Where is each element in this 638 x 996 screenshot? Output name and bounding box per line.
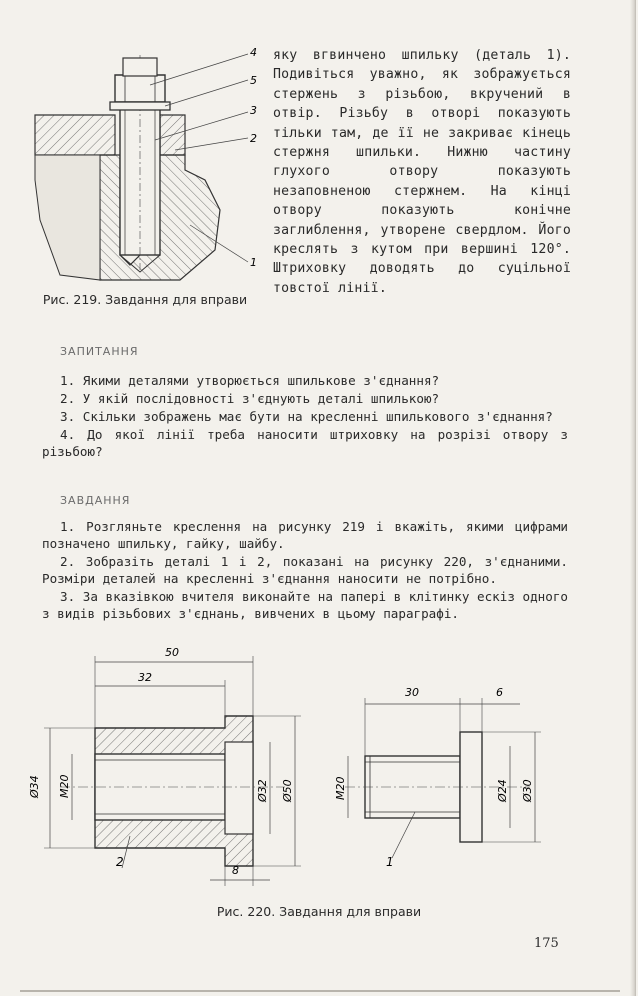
callout-1: 1 [250, 256, 257, 269]
figure-220-parts-drawing [20, 636, 580, 906]
question-item: 3. Скільки зображень має бути на кресленні шпилькового з'єднання? [60, 409, 553, 424]
question-item: 1. Якими деталями утворюється шпилькове з'єднання? [60, 373, 440, 388]
question-item: 2. У якій послідовності з'єднують деталі шпилькою? [60, 391, 440, 406]
dim-len-30: 30 [405, 686, 419, 699]
task-item: 2. Зобразіть деталі 1 і 2, показані на рисунку 220, з'єднаними. Розміри деталей на кресленні з'єднання наносити не потрібно. [42, 554, 568, 586]
paragraph-stud-description: яку вгвинчено шпильку (деталь 1). Подивіться уважно, як зображується стержень з різьбою, вкручений в отвір. Різьбу в отворі показують тільки там, де її не закриває кінець стержня шпильки. Нижню частину глухого отвору показують незаповненою стержнем. На кінці отвору показують конічне заглиблення, утворене свердлом. Його креслять з кутом при вершині 120°. Штриховку доводять до суцільної товстої лінії. [273, 48, 571, 296]
callout-2: 2 [250, 132, 257, 145]
part-1-label: 1 [386, 855, 394, 869]
dim-dia-34: Ø34 [28, 775, 41, 798]
dim-len-50: 50 [165, 646, 179, 659]
question-item: 4. До якої лінії треба наносити штриховку на розрізі отвору з різьбою? [42, 427, 568, 459]
dim-dia-24: Ø24 [496, 779, 509, 802]
tasks-list [42, 518, 568, 623]
dim-head-6: 6 [496, 686, 503, 699]
tasks-heading: ЗАВДАННЯ [60, 494, 131, 507]
dim-dia-30: Ø30 [521, 779, 534, 802]
page-number: 175 [534, 936, 559, 951]
dim-dia-32: Ø32 [256, 779, 269, 802]
page-right-edge [630, 0, 636, 996]
dim-m20-left: M20 [58, 774, 71, 798]
task-item: 1. Розгляньте креслення на рисунку 219 і вкажіть, якими цифрами позначено шпильку, гайку, шайбу. [42, 519, 568, 551]
dim-m20-right: M20 [334, 776, 347, 800]
callout-5: 5 [250, 74, 257, 87]
figure-219-caption: Рис. 219. Завдання для вправи [42, 292, 248, 307]
part-1-drawing [334, 686, 541, 869]
figure-219-stud-connection [30, 40, 270, 290]
task-item: 3. За вказівкою вчителя виконайте на папері в клітинку ескіз одного з видів різьбових з'єднань, вивчених в цьому параграфі. [42, 589, 568, 621]
figure-220-caption: Рис. 220. Завдання для вправи [216, 904, 422, 919]
callout-3: 3 [250, 104, 257, 117]
part-2-label: 2 [116, 855, 124, 869]
questions-list [42, 372, 568, 461]
dim-len-32: 32 [138, 671, 152, 684]
part-2-drawing [28, 646, 301, 886]
dim-dia-50: Ø50 [281, 779, 294, 802]
body-text-right [273, 46, 571, 298]
callout-4: 4 [250, 46, 257, 59]
questions-heading: ЗАПИТАННЯ [60, 345, 139, 358]
dim-flange-8: 8 [232, 864, 239, 877]
page-bottom-edge [20, 990, 620, 992]
